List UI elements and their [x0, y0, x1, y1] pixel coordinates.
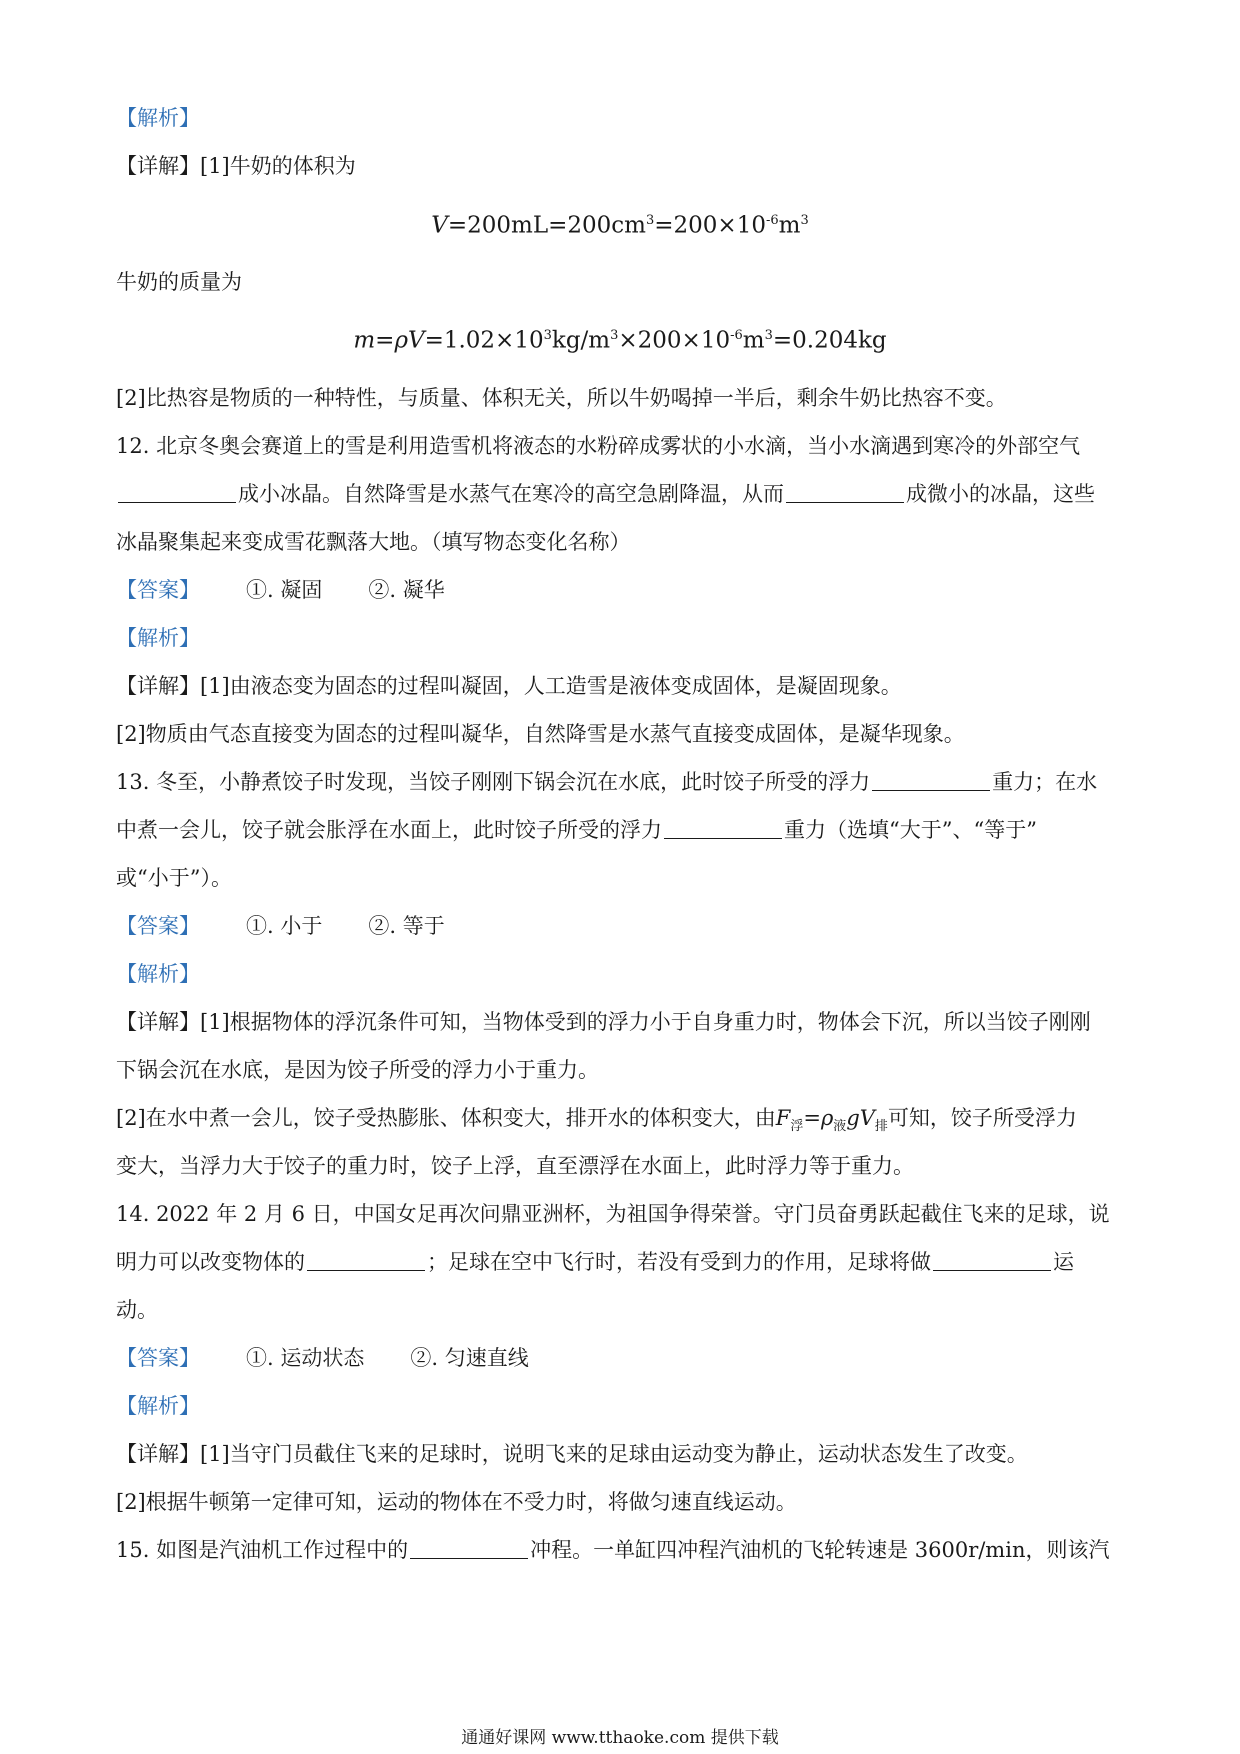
q12-detail-1	[116, 671, 902, 701]
formula-sup: -6	[730, 328, 743, 343]
q14-line-3: 动。	[116, 1298, 158, 1322]
q14-text: ；足球在空中飞行时，若没有受到力的作用，足球将做	[427, 1250, 931, 1274]
formula-sub: 排	[874, 1119, 888, 1135]
mass-formula	[0, 320, 1240, 357]
formula-var-m: m	[353, 327, 376, 354]
q14-line-2	[116, 1247, 1074, 1277]
q14-detail-1	[116, 1439, 1028, 1469]
page-footer: 通通好课网 www.tthaoke.com 提供下载	[461, 1728, 779, 1748]
q13-line-3: 或“小于”）。	[116, 866, 232, 890]
formula-part: =200mL=200cm	[447, 212, 646, 239]
analysis-label: 【解析】	[116, 106, 200, 130]
answer-blank[interactable]	[872, 770, 990, 791]
q14-line-1: 14. 2022 年 2 月 6 日，中国女足再次问鼎亚洲杯，为祖国争得荣誉。守门员奋勇跃起截住飞来的足球，说	[116, 1202, 1110, 1226]
answer-blank[interactable]	[786, 482, 904, 503]
analysis-label: 【解析】	[116, 962, 200, 986]
detail-text: [1]牛奶的体积为	[200, 154, 356, 178]
formula-sub: 液	[833, 1119, 847, 1135]
formula-var-v: V	[431, 212, 448, 239]
q13-text: 重力；在水	[992, 770, 1098, 794]
q13-answer	[116, 911, 445, 941]
answer-item: ①. 运动状态	[246, 1346, 365, 1370]
formula-sup: 3	[764, 328, 773, 343]
q12-text: 成小冰晶。自然降雪是水蒸气在寒冷的高空急剧降温，从而	[238, 482, 784, 506]
q13-detail-1b: 下锅会沉在水底，是因为饺子所受的浮力小于重力。	[116, 1058, 599, 1082]
formula-sub: 浮	[790, 1119, 804, 1135]
answer-label: 【答案】	[116, 1346, 200, 1370]
formula-part: ×200×10	[618, 327, 731, 354]
formula-part: =200×10	[654, 212, 766, 239]
formula-sup: 3	[610, 328, 619, 343]
answer-blank[interactable]	[410, 1538, 528, 1559]
formula-part: m	[778, 212, 801, 239]
formula-sup: 3	[645, 213, 655, 228]
detail-label: 【详解】	[116, 1442, 200, 1466]
specific-heat-note: [2]比热容是物质的一种特性，与质量、体积无关，所以牛奶喝掉一半后，剩余牛奶比热容不变。	[116, 386, 1007, 410]
answer-blank[interactable]	[118, 482, 236, 503]
detail-label: 【详解】	[116, 1010, 200, 1034]
q14-answer	[116, 1343, 529, 1373]
q13-text: 重力（选填“大于”、“等于”	[784, 818, 1037, 842]
detail-label: 【详解】	[116, 154, 200, 178]
formula-part: =	[375, 327, 395, 354]
formula-part: =1.02×10	[424, 327, 544, 354]
analysis-label: 【解析】	[116, 1394, 200, 1418]
answer-label: 【答案】	[116, 578, 200, 602]
answer-item: ①. 小于	[246, 914, 323, 938]
formula-var: gV	[846, 1106, 875, 1130]
q12-line-3: 冰晶聚集起来变成雪花飘落大地。（填写物态变化名称）	[116, 530, 631, 554]
detail-text: [2]在水中煮一会儿，饺子受热膨胀、体积变大，排开水的体积变大，由	[116, 1106, 776, 1130]
analysis-label: 【解析】	[116, 626, 200, 650]
q13-detail-1	[116, 1007, 1091, 1037]
q12-answer	[116, 575, 445, 605]
q14-detail-2: [2]根据牛顿第一定律可知，运动的物体在不受力时，将做匀速直线运动。	[116, 1490, 797, 1514]
formula-var: =ρ	[803, 1106, 834, 1130]
q12-line-1: 12. 北京冬奥会赛道上的雪是利用造雪机将液态的水粉碎成雾状的小水滴，当小水滴遇到寒冷的外部空气	[116, 434, 1081, 458]
detail-text: 可知，饺子所受浮力	[887, 1106, 1077, 1130]
answer-label: 【答案】	[116, 914, 200, 938]
q14-text: 运	[1053, 1250, 1074, 1274]
volume-formula	[0, 205, 1240, 242]
detail-text: [1]根据物体的浮沉条件可知，当物体受到的浮力小于自身重力时，物体会下沉，所以当饺子刚刚	[200, 1010, 1091, 1034]
q13-detail-2	[116, 1103, 1077, 1142]
formula-sup: -6	[765, 213, 779, 228]
detail-text: [1]由液态变为固态的过程叫凝固，人工造雪是液体变成固体，是凝固现象。	[200, 674, 902, 698]
formula-part: kg/m	[551, 327, 611, 354]
q15-text: 15. 如图是汽油机工作过程中的	[116, 1538, 409, 1562]
q12-text: 成微小的冰晶，这些	[906, 482, 1095, 506]
formula-part: m	[742, 327, 765, 354]
q13-line-2	[116, 815, 1037, 845]
detail-text: [1]当守门员截住飞来的足球时，说明飞来的足球由运动变为静止，运动状态发生了改变。	[200, 1442, 1028, 1466]
q12-detail-2: [2]物质由气态直接变为固态的过程叫凝华，自然降雪是水蒸气直接变成固体，是凝华现象。	[116, 722, 965, 746]
answer-item: ②. 匀速直线	[410, 1346, 529, 1370]
q13-line-1	[116, 767, 1097, 797]
answer-item: ②. 凝华	[368, 578, 445, 602]
q13-text: 13. 冬至，小静煮饺子时发现，当饺子刚刚下锅会沉在水底，此时饺子所受的浮力	[116, 770, 871, 794]
formula-part: =0.204kg	[772, 327, 887, 354]
answer-blank[interactable]	[933, 1250, 1051, 1271]
detail-line	[116, 151, 356, 181]
q13-detail-2b: 变大，当浮力大于饺子的重力时，饺子上浮，直至漂浮在水面上，此时浮力等于重力。	[116, 1154, 914, 1178]
formula-sup: 3	[543, 328, 552, 343]
q12-line-2	[116, 479, 1095, 509]
formula-var-rho: ρV	[394, 327, 425, 354]
answer-blank[interactable]	[664, 818, 782, 839]
answer-item: ②. 等于	[368, 914, 445, 938]
detail-label: 【详解】	[116, 674, 200, 698]
mass-intro: 牛奶的质量为	[116, 270, 242, 294]
answer-item: ①. 凝固	[246, 578, 323, 602]
q14-text: 明力可以改变物体的	[116, 1250, 305, 1274]
q13-text: 中煮一会儿，饺子就会胀浮在水面上，此时饺子所受的浮力	[116, 818, 662, 842]
q15-line-1	[116, 1535, 1109, 1565]
answer-blank[interactable]	[307, 1250, 425, 1271]
formula-var: F	[775, 1106, 791, 1130]
formula-sup: 3	[800, 213, 809, 228]
q15-text: 冲程。一单缸四冲程汽油机的飞轮转速是 3600r/min，则该汽	[530, 1538, 1110, 1562]
